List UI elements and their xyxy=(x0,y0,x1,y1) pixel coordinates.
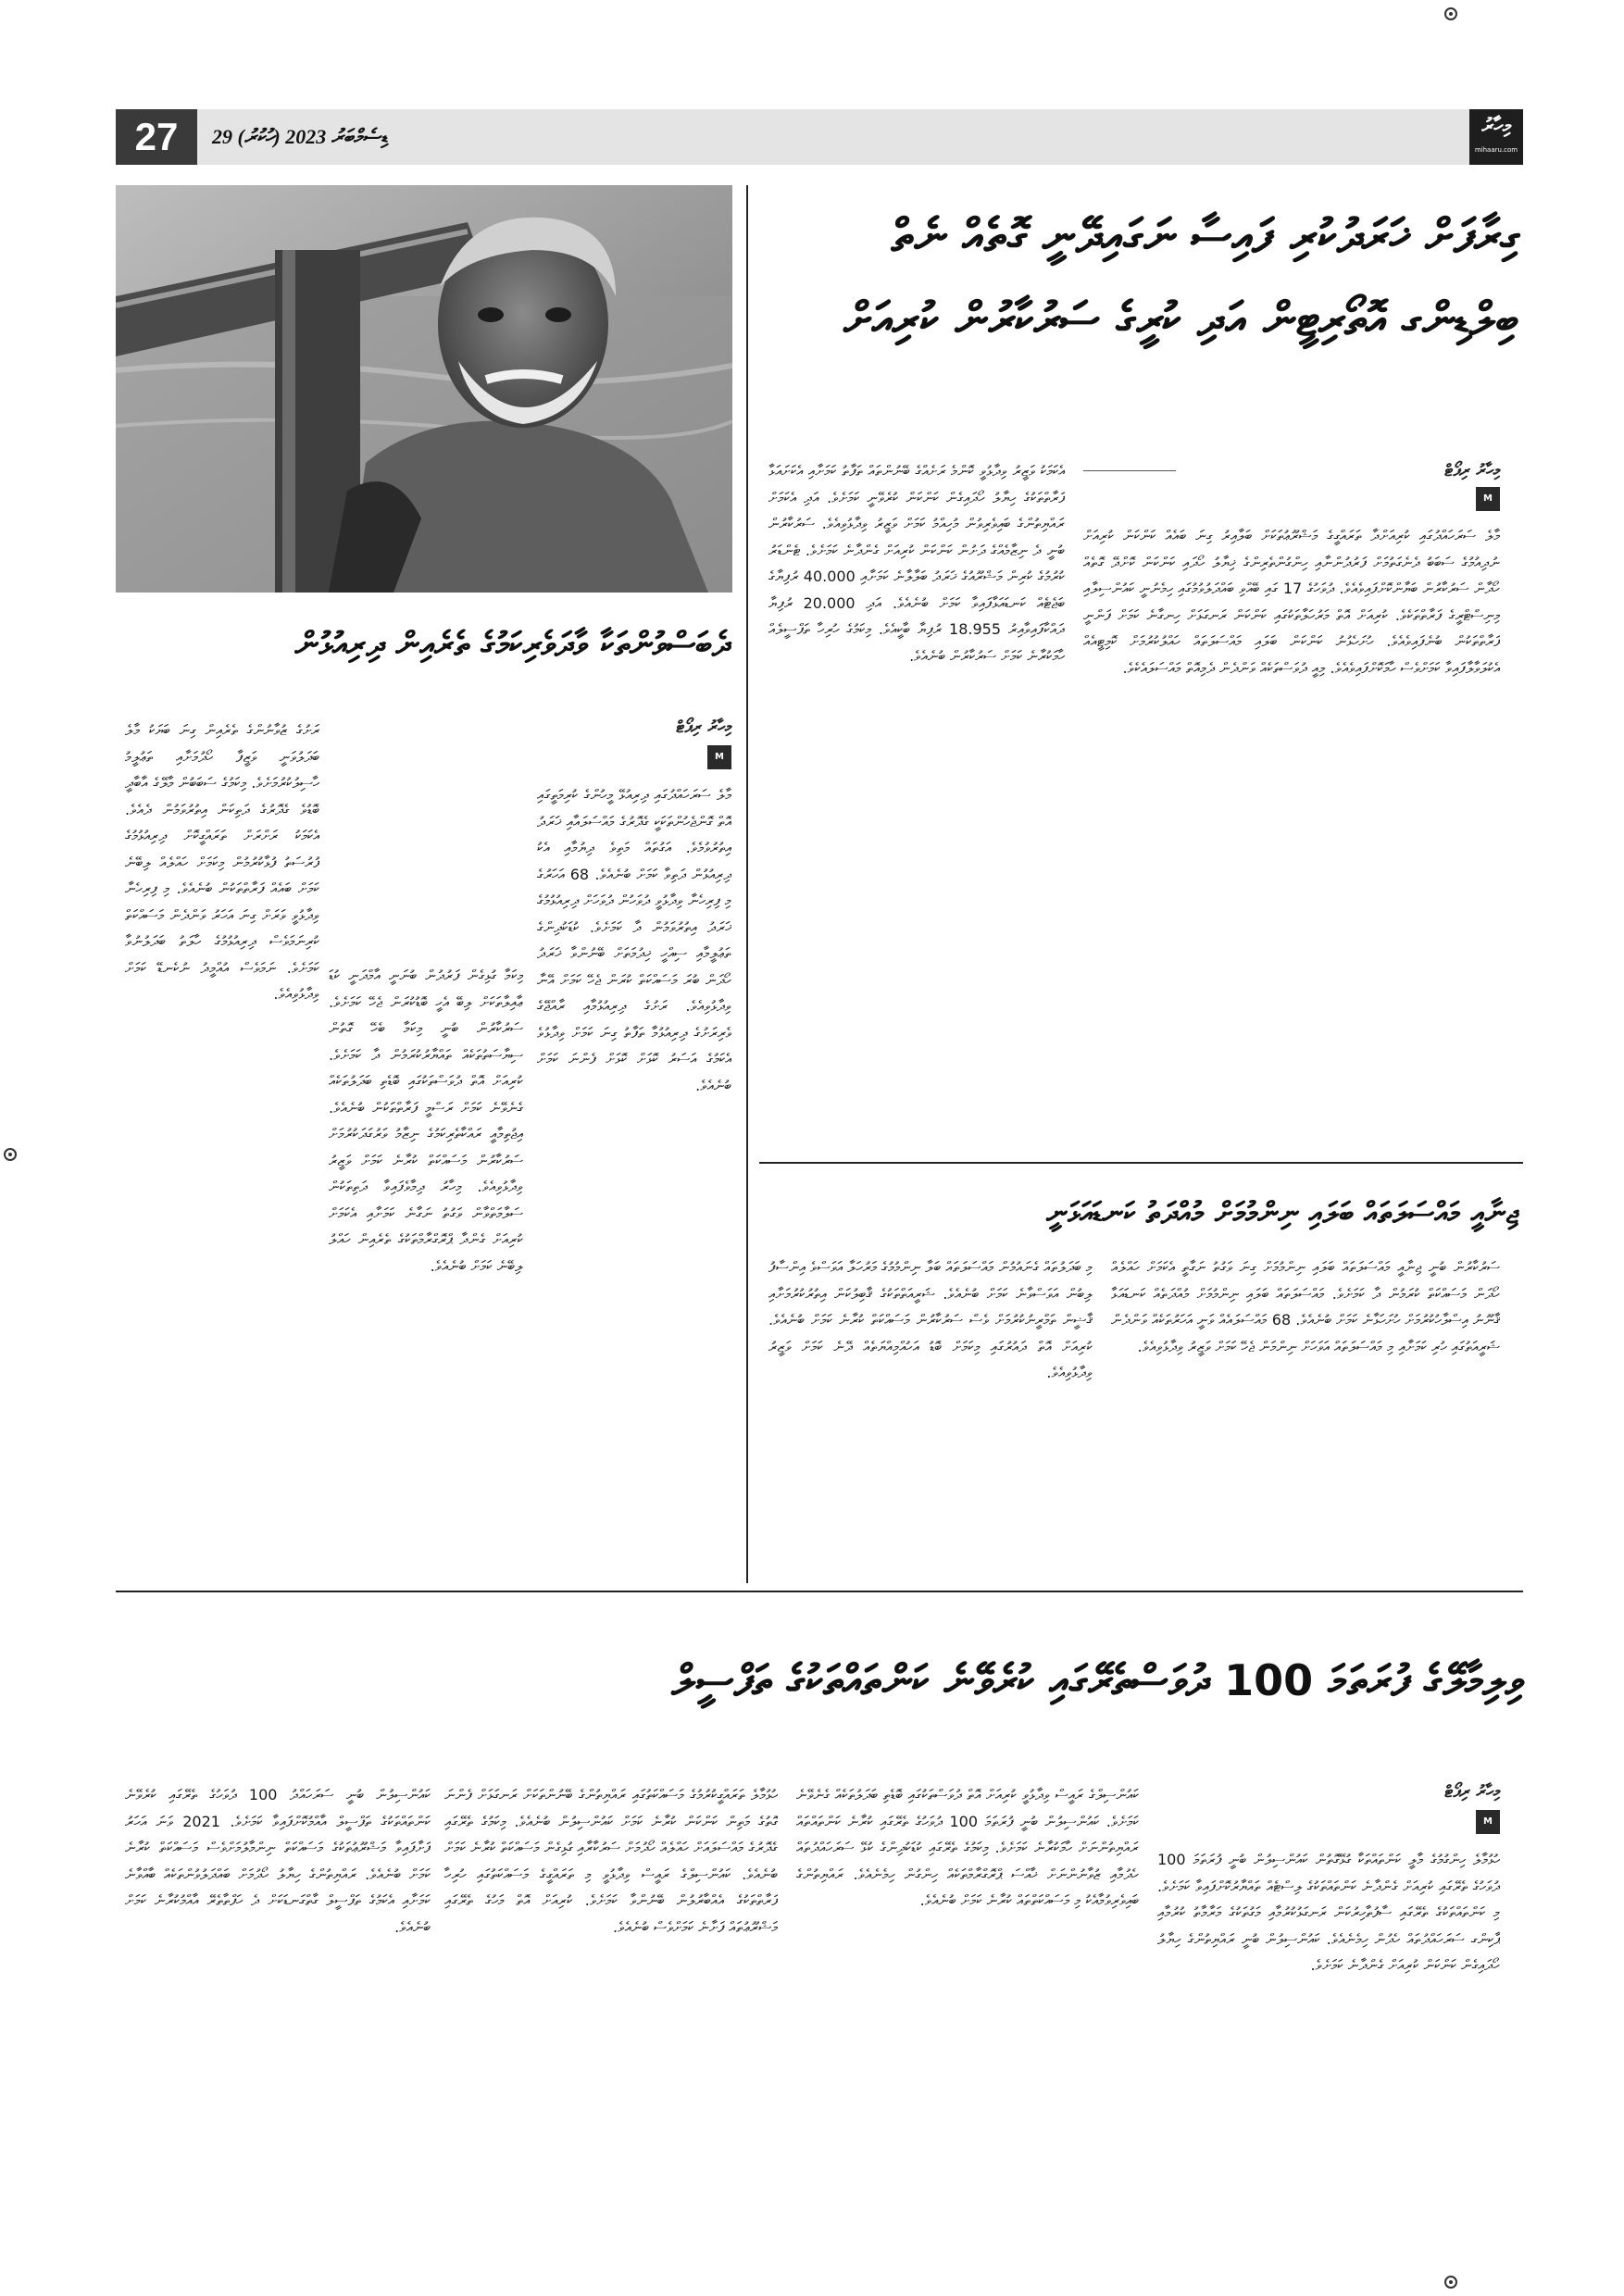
story1-bottom-rule xyxy=(759,1162,1523,1164)
story3-column-right: ސަރުކާރުން ބުނީ ޖިނާއީ މައްސަލަތައް ބަލައި ނިންމުމަށް ގިނަ ވަގުތު ނަގާތީ އެކަމަށް ހައްލެއް ހޯދަން މަސައްކަތް ކުރަމުން ދާ ކަމަށެވެ. މައްސަލަތައް ބަލައި ނިންމުމަށް މުއްދަތެއް ކަނޑައަޅާ ޤާނޫނު އިސްލާހުކުރުމަށް ހުށަހަޅާނެ ކަމަށް ބުނެއެވެ. 68 މައްސަލައެއް ވަނީ އަހަރުތަކެއް ވަންދެން ޝަރީއަތުގައި ހުރި ކަމަށާއި މި މައްސަލަތައް އަވަހަށް ނިންމަން ޖެހޭ ކަމަށް ވަޒީރު ވިދާޅުވިއެވެ. xyxy=(1111,1258,1500,1355)
logo-text: މިހާރު xyxy=(1481,115,1511,138)
story2-column-left: ރަށުގެ ޒުވާނުންގެ ތެރެއިން ގިނަ ބަޔަކު މާލެ ބަދަލުވަނީ ވަޒީފާ ހޯދުމަށާއި ތަޢުލީމު ހާސިލުކުރުމަށެވެ. މިކަމުގެ ސަބަބުން މާލޭގެ އާބާދީ ބޮޑުވެ ގެދޮރުގެ ދަތިކަން އިތުރުވަމުން ދެއެވެ. އެކަމަކު ރަށްރަށް ތަރައްގީކޮށް ދިރިއުޅުމުގެ ފުރުސަތު ފުޅާކުރުމުން މިކަމަށް ހައްލެއް ލިބޭނެ ކަމަށް ބައެއް ފަރާތްތަކުން ބުނެއެވެ. މި ފިރިހެނާ ވިދާޅުވީ ވަރަށް ގިނަ އަހަރު ވަންދެން މަސައްކަތް ކުރިނަމަވެސް ދިރިއުޅުމުގެ ހާލަތު ބަދަލުނުވާ ކަމަށެވެ. ނަމަވެސް އުއްމީދު ނުކެނޑޭ ކަމަށް ވިދާޅުވިއެވެ. xyxy=(125,721,319,1003)
story2-column-middle: މިކަމާ ގުޅިގެން ފަރުދުން ބުނަނީ އާމްދަނީ ކުޑަ ޢާއިލާތަކަށް ލިބޭ އެހީ ބޮޑުކުރަން ޖެހޭ ކަމަށެވެ. ސަރުކާރުން ބުނީ މިކަމާ ބެހޭ ގޮތުން ސިޔާސަތުތަކެއް ތައްޔާރުކުރަމުން ދާ ކަމަށެވެ. ކުރިއަށް އޮތް ދުވަސްތަކުގައި ބޮޑެތި ބަދަލުތަކެއް ގެނެވޭނެ ކަމަށް ރަސްމީ ފަރާތްތަކުން ބުނެއެވެ. އިޖުތިމާއީ ރައްކާތެރިކަމުގެ ނިޒާމު ވަރުގަދަކުރުމަށް ސަރުކާރުން މަސައްކަތް ކުރާނެ ކަމަށް ވަޒީރު ވިދާޅުވިއެވެ. މިހާރު ދިމާވެފައިވާ ދަތިތަކުން ސަލާމަތްވާން ވަގުތު ނަގާނެ ކަމަށާއި އެކަމަށް ކުރިއަށް ގެންދާ ޕްރޮގްރާމްތަކުގެ ތެރެއިން ހައްލު ލިބޭނެ ކަމަށް ބުނެއެވެ. xyxy=(329,967,523,1275)
story1-column-left: އެކަމަކު ވަޒީރު ވިދާޅުވީ ކޮންމެ ރަށެއްގެ ބޭނުންތައް ތަފާތު ކަމަށާއި އެކަށައަޅާ ފަރާތްތަކުގެ ހިޔާލު ހޯދައިގެން ކަންކަން ކުރެވޭނީ ކަމަށެވެ. އަދި އެކަމަށް ރައްޔިތުންގެ ބައިވެރިވުން މުހިއްމު ކަމަށް ވަޒީރު ވިދާޅުވިއެވެ. ސަރުކާރުން ބުނީ ދެ ނިޒާމެއްގެ ދަށުން ކަންކަން ކުރިއަށް ގެންދާނެ ކަމަށެވެ. ޓެންޑަރު ކުރުމުގެ ކުރިން މަޝްރޫއުގެ ޚަރަދު ބަލާލާނެ ކަމަށާއި 40.000 ރުފިޔާގެ ބަޖެޓެއް ކަނޑައަޅާފައިވާ ކަމަށް ބުނެއެވެ. އަދި 20.000 ރުފިޔާ ދައްކާފައިވާއިރު 18.955 ރުފިޔާ ބާކީއެވެ. މިކަމުގެ ހުރިހާ ތަފްސީލެއް ހާމަކުރާނެ ކަމަށް ސަރުކާރުން ބުނެއެވެ. xyxy=(768,462,1065,665)
photo-image xyxy=(116,185,732,593)
story1-column-right: މާލެ ސަރަހައްދުގައި ކުރިއަށްދާ ތަރައްގީގެ މަޝްރޫޢުތަކަށް ބަލާއިރު ގިނަ ބައެއް ކަންކަން ކުރިއަށް ނުދިއުމުގެ ސަބަބު ދެނެގަތުމަށް ފަރުދުންނާއި ހިންގުންތެރިންގެ ޚިޔާލު ހޯދައި ކަންކަން ކޮށްދޭ ގޮތެއް ހޯދާން ސަރުކާރުން ބަޔާންކޮށްފައިވެއެވެ. ދުވަހުގެ 17 ގައި ބޭއްވި ބައްދަލުވުމުގައި ހިމެނުނީ ކައުންސިލާއި މިނިސްޓްރީގެ ފަރާތްތަކެވެ. ކުރިއަށް އޮތް މަރުހަލާތަކުގައި ކަންކަން ރަނގަޅަށް ހިނގާނެ ކަމަށް ފަންނީ ފަރާތްތަކުން ބުނެފައިވެއެވެ. ހުށަހެޅުނު ކަންކަން ބަލައި މައްސަލަތައް ހައްލުކުރުމަށް ކޮމިޓީއެއް އެކުލަވާލާފައިވާ ކަމަށްވެސް ހާމަކޮށްފައިވެއެވެ. މިއީ ދުވަސްތަކެއް ވަންދެން ދެމިއޮތް މައްސަލައެކެވެ. xyxy=(1083,527,1500,677)
story2-byline: މިހާރު ރިޕޯޓް xyxy=(676,718,731,737)
story4-headline: ވިލިމާލޭގެ ފުރަތަމަ 100 ދުވަސްތެރޭގައި ކުރެވޭނެ ކަންތައްތަކުގެ ތަފްސީލް xyxy=(671,1655,1523,1705)
masthead-logo xyxy=(1469,109,1523,165)
story1-byline: މިހާރު ރިޕޯޓް xyxy=(1444,461,1500,480)
story1-headline-line2: ބިލްޑިންގ އޮތޯރިޓީން އަދި ކުރީގެ ސަރުކާރުން ކުރިއަށް xyxy=(843,293,1518,346)
story1-byline-rule xyxy=(1083,470,1176,471)
logo-url: mihaaru.com xyxy=(1474,146,1518,154)
story2-column-right: މާލެ ސަރަހައްދުގައި ދިރިއުޅޭ މީހުންގެ ކުރިމަތީގައި އޮތް ގޮންޖެހުންތަކަކީ ގެދޮރުގެ މައްސަލައާއި ޚަރަދު އިތުރުވުމެވެ. އަގުތައް މަތިވެ ދިޔުމާއި އެކު ދިރިއުޅުން ދަތިވާ ކަމަށް ބުނެއެވެ. 68 އަހަރުގެ މި ފިރިހެނާ ވިދާޅުވީ ދުވަހުން ދުވަހަށް ދިރިއުޅުމުގެ ޚަރަދު އިތުރުވަމުން ދާ ކަމަށެވެ. ކުޑަކުދިންގެ ތަޢުލީމާއި ސިއްހީ ޚިދުމަތަށް ބޭނުންވާ ޚަރަދު ހޯދަން ބުރަ މަސައްކަތް ކުރަން ޖެހޭ ކަމަށް އޭނާ ވިދާޅުވިއެވެ. ރަށުގެ ދިރިއުޅުމާއި ރާއްޖޭގެ ވެރިރަށުގެ ދިރިއުޅުމާ ތަފާތު ގިނަ ކަމަށް ވިދާޅުވެ އެކަމުގެ އަސަރު ކޮޅަށް ކޮޅަށް ފެންނަ ކަމަށް ބުނެއެވެ. xyxy=(537,786,731,1094)
registration-mark-left xyxy=(4,1148,17,1161)
story3-headline: ޖިނާއީ މައްސަލަތައް ބަލައި ނިންމުމަށް މުއްދަތު ކަނޑައަޅަނީ xyxy=(1046,1195,1518,1230)
fisherman-photo xyxy=(116,185,732,593)
story4-column-4: ކައުންސިލުން ބުނީ ސަރަހައްދު 100 ދުވަހުގެ ތެރޭގައި ކުރެވޭނެ ކަންތައްތަކުގެ ތަފްސީލް އާއްމުކޮށްފައިވާ ކަމަށެވެ. 2021 ވަނަ އަހަރު ފަށާފައިވާ މަޝްރޫޢުތަކުގެ މަސައްކަތް ނިންމާލުމަށްވެސް މަސައްކަތް ކުރާނެ ކަމަށް ބުނެއެވެ. ރައްޔިތުންގެ ހިޔާލު ހޯދުމަށް ބައްދަލުވުންތަކެއް ބާއްވާނެ ކަމަށާއި އެކަމުގެ ތަފްސީލް ގާތްގަނޑަކަށް ދެ ހަފްތާތެރޭ އާއްމުކުރާނެ ކަމަށް ބުނެއެވެ. xyxy=(125,1786,431,1936)
story4-column-2: ކައުންސިލްގެ ރައީސް ވިދާޅުވީ ކުރިއަށް އޮތް ދުވަސްތަކުގައި ބޮޑެތި ބަދަލުތަކެއް ގެނެވޭނެ ކަމަށެވެ. ކައުންސިލުން ބުނީ ފުރަތަމަ 100 ދުވަހުގެ ތެރޭގައި ކުރާނެ ކަންތައްތައް ރައްޔިތުންނަށް ހާމަކުރާނެ ކަމަށެވެ. މިކަމުގެ ތެރޭގައި ކުޑަކުދިންގެ ކުޅޭ ސަރަހައްދުތައް ހެދުމާއި ޒުވާނުންނަށް ޚާއްސަ ޕްރޮގްރާމްތަކެއް ހިންގުން ހިމެނެއެވެ. ރައްޔިތުންގެ ބައިވެރިވުމާއެކު މި މަސައްކަތްތައް ކުރާނެ ކަމަށް ބުނެއެވެ. xyxy=(796,1786,1139,1909)
story4-column-1: ހުޅުމާލެ ހިންގުމުގެ މާލީ ކަންތައްތަކާ ގުޅޭގޮތުން ކައުންސިލުން ބުނީ ފުރަތަމަ 100 ދުވަހުގެ ތެރޭގައި ކުރިއަށް ގެންދާނެ ކަންތައްތަކުގެ ލިސްޓެއް ތައްޔާރުކޮށްފައިވާ ކަމަށެވެ. މި ކަންތައްތަކުގެ ތެރޭގައި ސާފުތާހިރުކަން ރަނގަޅުކުރުމާއި މަގުތަކުގެ މަރާމާތު ކުރުމާއި ޕާކިންގ ސަރަހައްދުތައް ހެދުން ހިމެނެއެވެ. ކައުންސިލުން ބުނީ ރައްޔިތުންގެ ހިޔާލު ހޯދައިގެން ކަންކަން ކުރިއަށް ގެންދާނެ ކަމަށެވެ. xyxy=(1157,1851,1500,1974)
registration-mark-top-right xyxy=(1444,7,1457,20)
story4-column-3: ހުޅުމާލެ ތަރައްގީކުރުމުގެ މަސައްކަތުގައި ރައްޔިތުންގެ ބޭނުންތަކަށް ރަނގަޅަށް ފެންނަ ގޮތުގެ މަތިން ކަންކަން ކުރާނެ ކަމަށް ކައުންސިލުން ބުނެއެވެ. މިކަމުގެ ތެރޭގައި ގެދޮރުގެ މައްސަލައަށް ހައްލެއް ހޯދުމަށް ސަރުކާރާއި ގުޅިގެން މަސައްކަތް ކުރާނެ ކަމަށް ބުނެއެވެ. ކައުންސިލްގެ ރައީސް ވިދާޅުވީ މި ތަރައްގީގެ މަސައްކަތުގައި ހުރިހާ ފަރާތްތަކުގެ އެއްބާރުލުން ބޭނުންވާ ކަމަށެވެ. ކުރިއަށް އޮތް މަހުގެ ތެރޭގައި މަޝްރޫޢުތައް ފަށާނެ ކަމަށްވެސް ބުނެއެވެ. xyxy=(444,1786,778,1936)
story2-headline: ދެބަސްވުންތަކާ ވާދަވެރިކަމުގެ ތެރެއިން ދިރިއުޅުން xyxy=(294,626,731,664)
page-number: 27 xyxy=(116,109,197,165)
story4-byline: މިހާރު ރިޕޯޓް xyxy=(1444,1782,1500,1802)
story3-column-left: މި ބަދަލުތައް ގެނައުމުން މައްސަލަތައް ބަލާ ނިންމުމުގެ މަރުހަލާ އަވަސްވެ އިންސާފު ލިބުން އަވަސްވާނެ ކަމަށް ބުނެއެވެ. ޝަރީއަތްތަކުގެ ޤާބިލުކަން އިތުރުކުރުމަށާއި ޤާޟީން ތަމްރީނުކުރުމަށް ވެސް ސަރުކާރުން މަސައްކަތް ކުރާނެ ކަމަށް ބުނެއެވެ. ކުރިއަށް އޮތް ދައުރުގައި މިކަމަށް ބޮޑު އަހުއްމިއްޔަތެއް ދޭނެ ކަމަށް ވަޒީރު ވިދާޅުވިއެވެ. xyxy=(768,1258,1093,1381)
story1-headline-line1: ގިރާފަށް ޚަރަދުކުރި ފައިސާ ނަގައިދޭނީ ގޮތެއް ނެތް xyxy=(891,209,1518,263)
lower-section-rule xyxy=(116,1591,1523,1592)
story4-byline-logo: M xyxy=(1476,1810,1500,1834)
issue-date: 29 ޑިސެމްބަރު 2023 (ހުކުރު) xyxy=(212,125,388,148)
page-header xyxy=(116,109,1523,165)
registration-mark-bottom-right xyxy=(1444,2276,1457,2289)
story2-byline-logo: M xyxy=(707,745,731,769)
story1-byline-logo: M xyxy=(1476,487,1500,511)
column-divider-top xyxy=(746,185,748,1583)
